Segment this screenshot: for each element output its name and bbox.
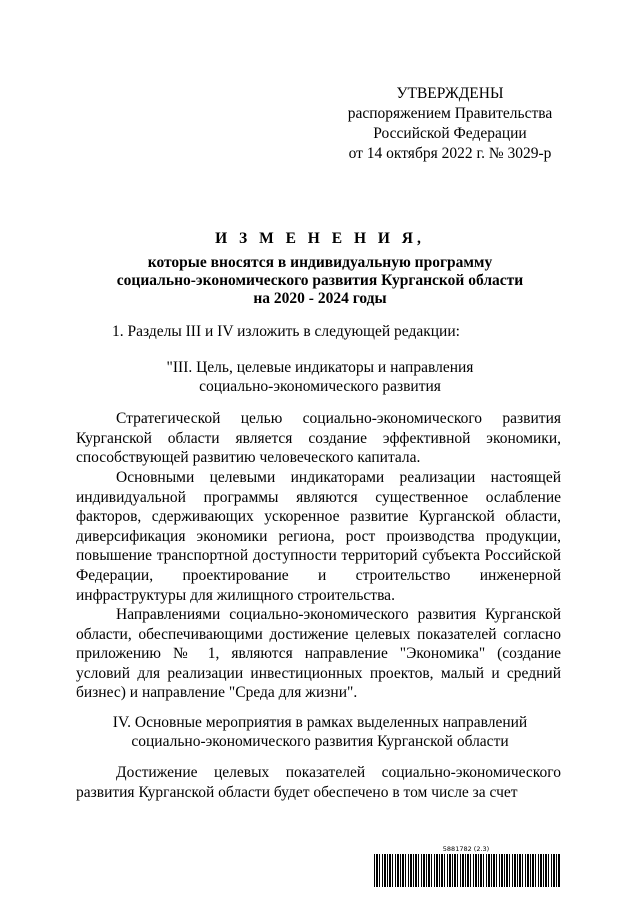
document-title: И З М Е Н Е Н И Я, [215, 230, 425, 247]
heading-line: "III. Цель, целевые индикаторы и направления [166, 359, 474, 376]
approval-line: распоряжением Правительства [347, 105, 553, 122]
section-4-heading [60, 713, 580, 751]
approval-date-line: от 14 октября 2022 г. № 3029-р [348, 145, 552, 162]
approval-stamp [340, 84, 560, 164]
barcode-icon [374, 854, 560, 887]
section-4-paragraph: Достижение целевых показателей социально-экономического развития Курганской области будет обеспечено в том числе за счет [76, 764, 561, 801]
subtitle-line: социально-экономического развития Курганской области [116, 272, 524, 289]
section-3-paragraph: Стратегической целью социально-экономического развития Курганской области является создание эффективной экономики, способствующей развитию человеческого капитала. [76, 410, 561, 467]
section-3-paragraph: Направлениями социально-экономического развития Курганской области, обеспечивающими достижение целевых показателей согласно приложению № 1, являются направление "Экономика" (создание условий для реализации инвестиционных проектов, малый и средний бизнес) и направление "Среда для жизни". [76, 606, 561, 702]
subtitle-line: на 2020 - 2024 годы [253, 290, 387, 307]
approval-title: УТВЕРЖДЕНЫ [396, 85, 504, 102]
section-3-heading [60, 358, 580, 396]
heading-line: социально-экономического развития Курганской области [131, 733, 509, 750]
document-barcode-block [370, 845, 562, 895]
barcode-number: 5881782 (2.3) [442, 845, 490, 853]
document-subtitle [60, 254, 580, 308]
heading-line: IV. Основные мероприятия в рамках выделенных направлений [112, 714, 528, 731]
amendment-item-1: 1. Разделы III и IV изложить в следующей редакции: [112, 323, 460, 340]
subtitle-line: которые вносятся в индивидуальную программу [147, 254, 493, 271]
section-3-paragraph: Основными целевыми индикаторами реализации настоящей индивидуальной программы являются существенное ослабление факторов, сдерживающих ускоренное развитие Курганской области, диверсификация экономики региона, рост производства продукции, повышение транспортной доступности территорий субъекта Российской Федерации, проектирование и строительство инженерной инфраструктуры для жилищного строительства. [76, 469, 561, 604]
approval-line: Российской Федерации [373, 125, 527, 142]
heading-line: социально-экономического развития [199, 378, 441, 395]
